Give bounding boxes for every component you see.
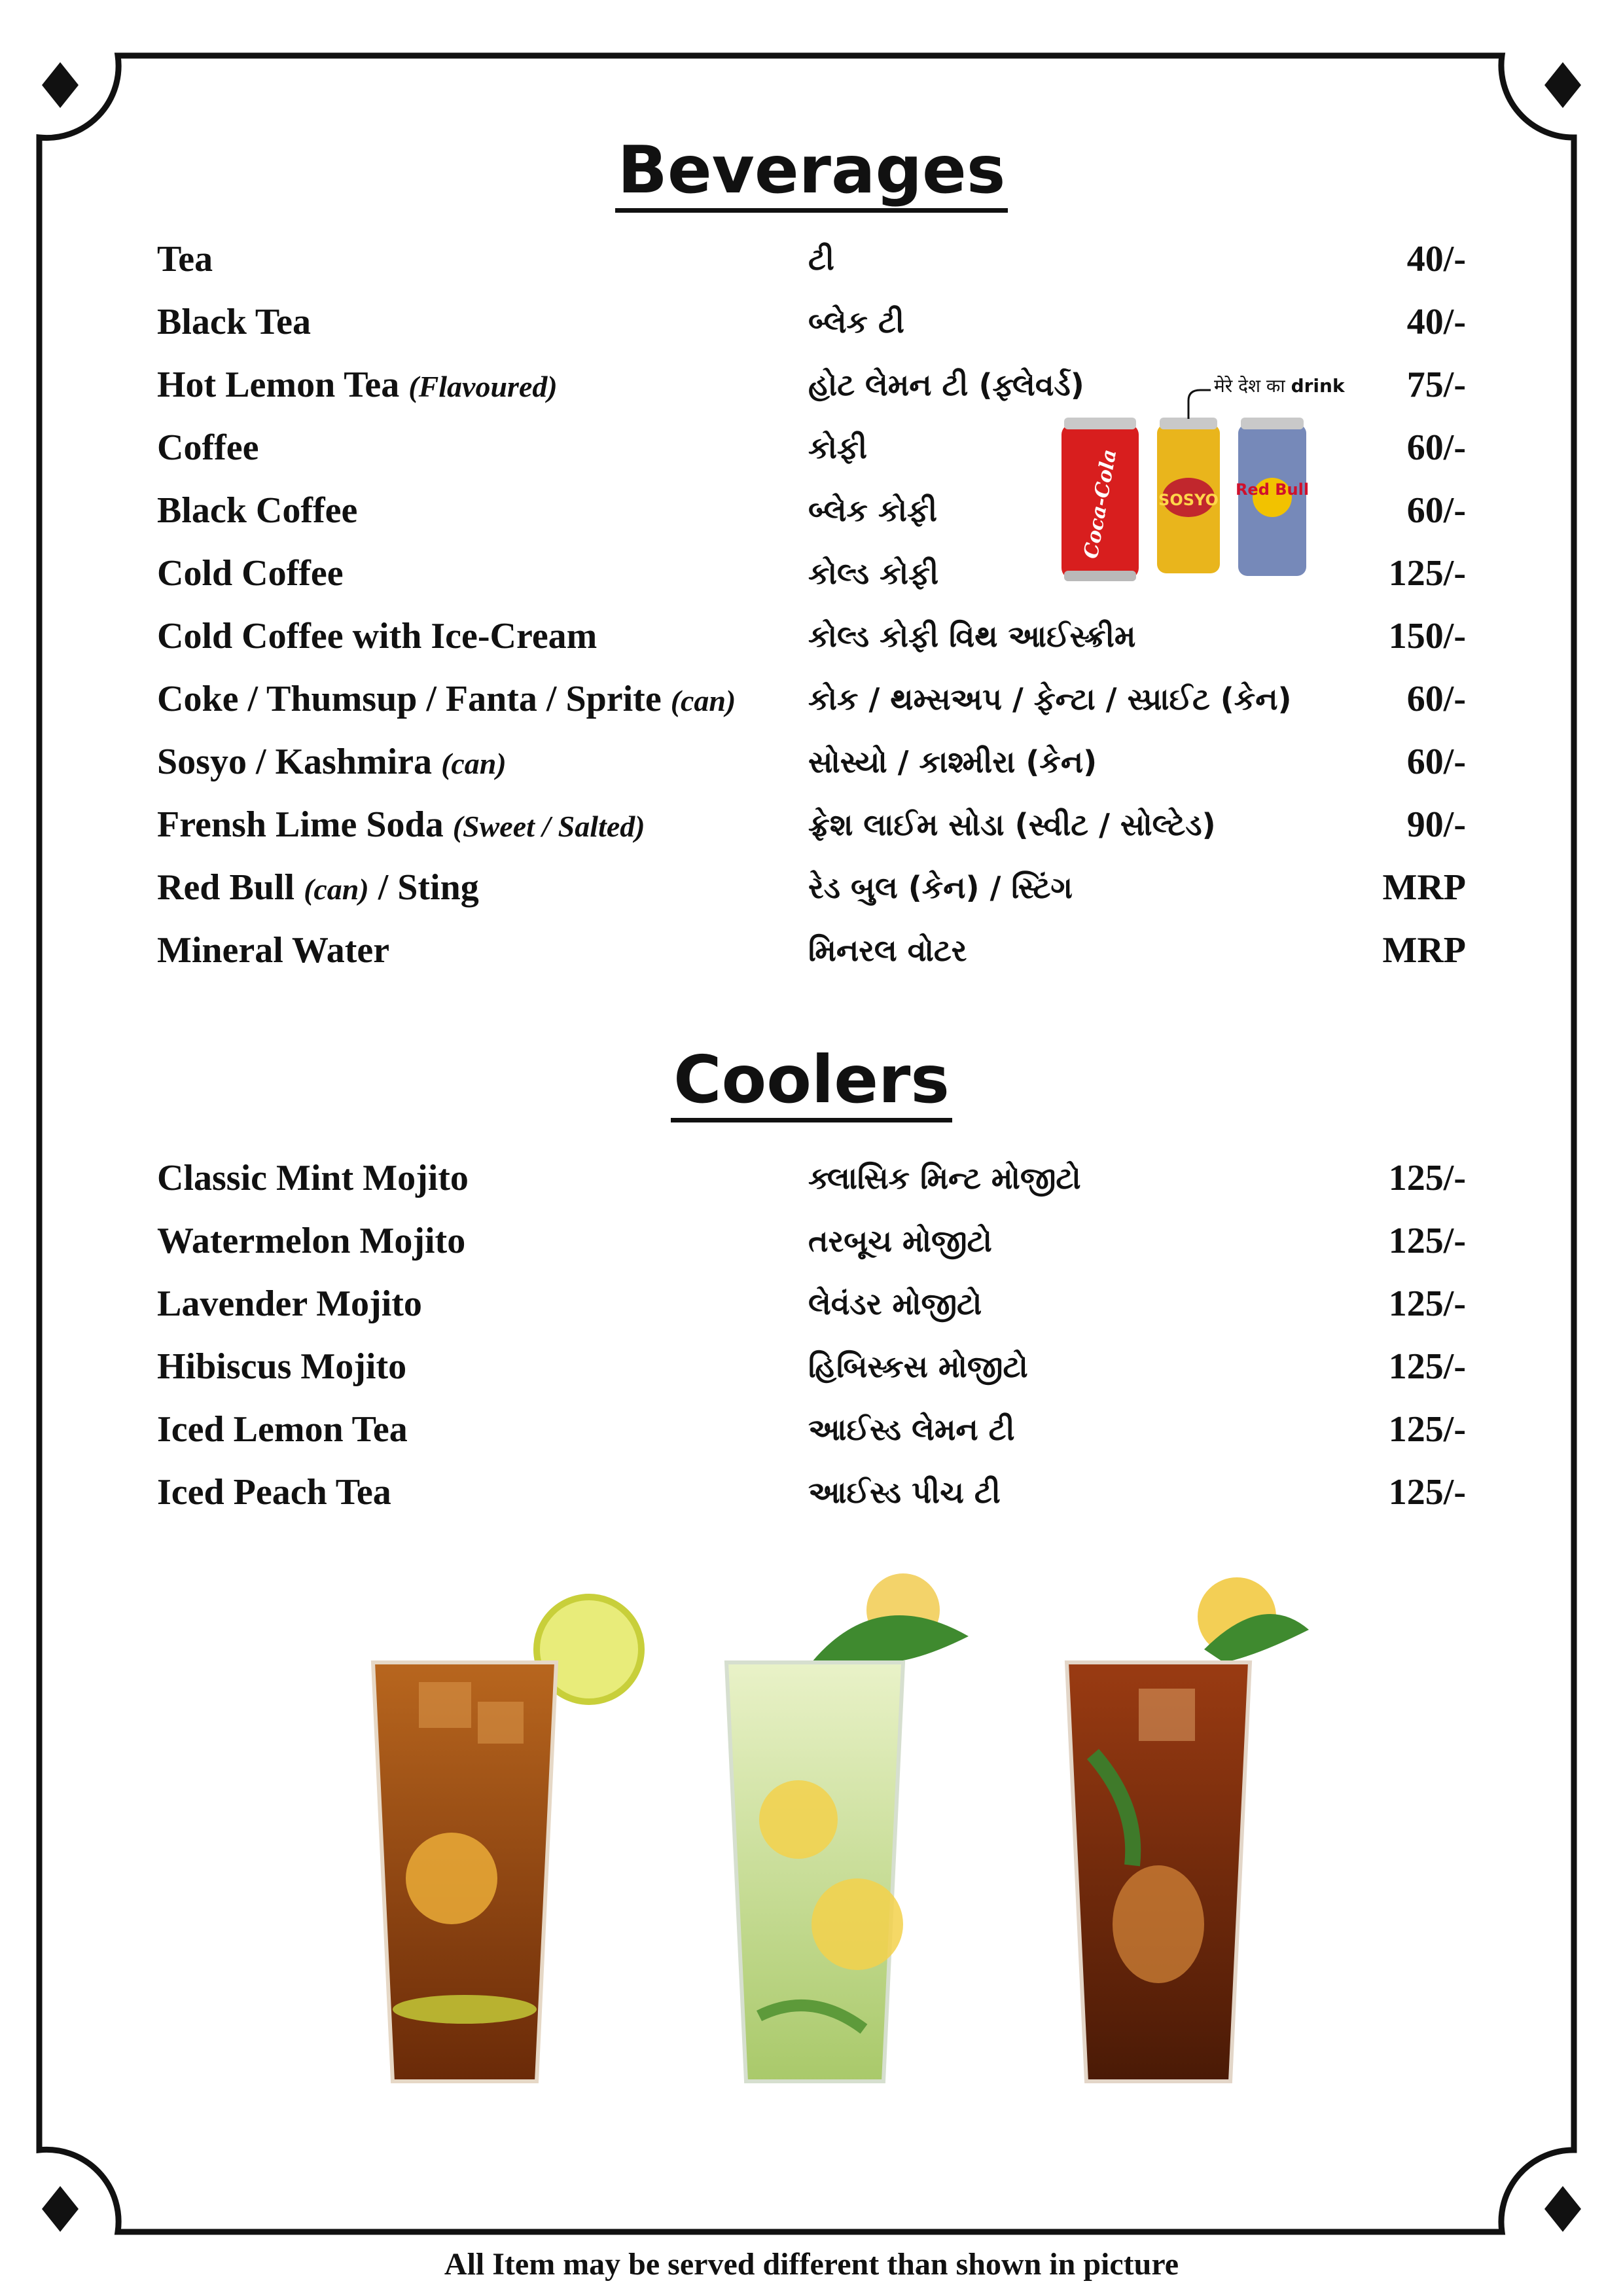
item-local-name: કોલ્ડ કોફી <box>808 556 939 591</box>
menu-item <box>157 1398 1466 1461</box>
item-local-name: કોક / થમ્સઅપ / ફેન્ટા / સ્પ્રાઈટ (કેન) <box>808 681 1292 717</box>
item-local-name: આઈસ્ડ લેમન ટી <box>808 1412 1015 1447</box>
item-name: Lavender Mojito <box>157 1283 422 1324</box>
menu-item <box>157 1461 1466 1524</box>
item-note: (Sweet / Salted) <box>452 810 645 843</box>
coolers-heading: Coolers <box>0 1041 1623 1119</box>
item-name-suffix: / Sting <box>368 867 479 908</box>
diamond-corner-icon <box>1544 2186 1581 2232</box>
menu-item <box>157 1272 1466 1335</box>
item-name: Black Coffee <box>157 490 358 531</box>
redbull-logo-text: Red Bull <box>1235 480 1310 499</box>
item-note: (Flavoured) <box>408 370 558 403</box>
item-name: Mineral Water <box>157 930 390 971</box>
menu-item <box>157 1147 1466 1210</box>
menu-item <box>157 228 1466 291</box>
item-name: Black Tea <box>157 302 311 342</box>
item-local-name: કોલ્ડ કોફી વિથ આઈસ્ક્રીમ <box>808 619 1136 654</box>
coke-can-icon <box>1061 418 1139 581</box>
diamond-corner-icon <box>42 2186 79 2232</box>
item-price: MRP <box>1382 867 1466 908</box>
item-note: (can) <box>670 684 736 717</box>
item-price: 60/- <box>1406 490 1466 531</box>
redbull-can-icon <box>1236 418 1309 576</box>
item-name: Cold Coffee <box>157 553 344 594</box>
item-name: Cold Coffee with Ice-Cream <box>157 616 597 656</box>
item-name: Tea <box>157 239 213 279</box>
item-price: 125/- <box>1388 553 1466 594</box>
item-name: Coke / Thumsup / Fanta / Sprite <box>157 679 662 719</box>
drinks-photo <box>340 1558 1361 2134</box>
item-price: 125/- <box>1388 1221 1466 1261</box>
item-local-name: હોટ લેમન ટી (ફ્લેવર્ડ) <box>808 367 1084 403</box>
menu-item <box>157 1210 1466 1272</box>
item-price: 60/- <box>1406 679 1466 719</box>
item-local-name: કોફી <box>808 430 867 465</box>
menu-item <box>157 1335 1466 1398</box>
footer-disclaimer: All Item may be served different than shown in picture <box>444 2247 1179 2282</box>
sosyo-can-icon <box>1157 418 1220 573</box>
item-note: (can) <box>304 872 369 906</box>
iced-peach-tea-glass-icon <box>1067 1577 1309 2081</box>
item-price: 125/- <box>1388 1283 1466 1324</box>
menu-item <box>157 291 1466 353</box>
cans-callout <box>1214 373 1345 398</box>
item-price: 60/- <box>1406 427 1466 468</box>
item-local-name: ટી <box>808 242 834 277</box>
beverages-heading: Beverages <box>0 131 1623 209</box>
item-name: Watermelon Mojito <box>157 1221 466 1261</box>
item-note: (can) <box>441 747 507 780</box>
item-name: Sosyo / Kashmira <box>157 742 433 782</box>
menu-item <box>157 605 1466 668</box>
item-local-name: લેવંડર મોજીટો <box>808 1286 982 1321</box>
diamond-corner-icon <box>1544 62 1581 108</box>
item-name: Hot Lemon Tea <box>157 365 400 405</box>
item-name: Red Bull <box>157 867 295 908</box>
item-local-name: હિબિસ્કસ મોજીટો <box>808 1349 1028 1384</box>
menu-item <box>157 730 1466 793</box>
callout-bold: drink <box>1291 375 1345 397</box>
menu-item <box>157 856 1466 919</box>
item-price: 40/- <box>1406 302 1466 342</box>
item-price: 40/- <box>1406 239 1466 279</box>
item-price: MRP <box>1382 930 1466 971</box>
item-local-name: ફ્રેશ લાઈમ સોડા (સ્વીટ / સોલ્ટેડ) <box>808 807 1216 842</box>
item-price: 125/- <box>1388 1472 1466 1513</box>
item-price: 90/- <box>1406 804 1466 845</box>
sosyo-logo-text: SOSYO <box>1158 491 1219 509</box>
coke-logo-text: Coca-Cola <box>1079 447 1122 561</box>
item-name: Hibiscus Mojito <box>157 1346 407 1387</box>
callout-hindi: मेरे देश का <box>1214 375 1285 397</box>
item-local-name: બ્લેક ટી <box>808 304 904 340</box>
menu-item <box>157 793 1466 856</box>
soda-cans-image <box>1041 367 1355 589</box>
item-price: 125/- <box>1388 1346 1466 1387</box>
item-price: 75/- <box>1406 365 1466 405</box>
item-price: 125/- <box>1388 1409 1466 1450</box>
item-local-name: બ્લેક કોફી <box>808 493 937 528</box>
item-local-name: તરબૂચ મોજીટો <box>808 1223 992 1259</box>
iced-tea-glass-icon <box>373 1597 641 2081</box>
item-local-name: ક્લાસિક મિન્ટ મોજીટો <box>808 1160 1081 1196</box>
item-name: Iced Lemon Tea <box>157 1409 408 1450</box>
item-name: Frensh Lime Soda <box>157 804 444 845</box>
diamond-corner-icon <box>42 62 79 108</box>
item-local-name: મિનરલ વોટર <box>808 933 967 968</box>
item-price: 150/- <box>1388 616 1466 656</box>
item-price: 60/- <box>1406 742 1466 782</box>
item-name: Coffee <box>157 427 259 468</box>
menu-item <box>157 919 1466 982</box>
item-local-name: સોસ્યો / કાશ્મીરા (કેન) <box>808 744 1097 780</box>
item-name: Iced Peach Tea <box>157 1472 391 1513</box>
item-name: Classic Mint Mojito <box>157 1158 469 1198</box>
menu-item <box>157 668 1466 730</box>
item-price: 125/- <box>1388 1158 1466 1198</box>
item-local-name: આઈસ્ડ પીચ ટી <box>808 1475 1001 1510</box>
mojito-glass-icon <box>726 1573 969 2081</box>
item-local-name: રેડ બુલ (કેન) / સ્ટિંગ <box>808 870 1073 905</box>
